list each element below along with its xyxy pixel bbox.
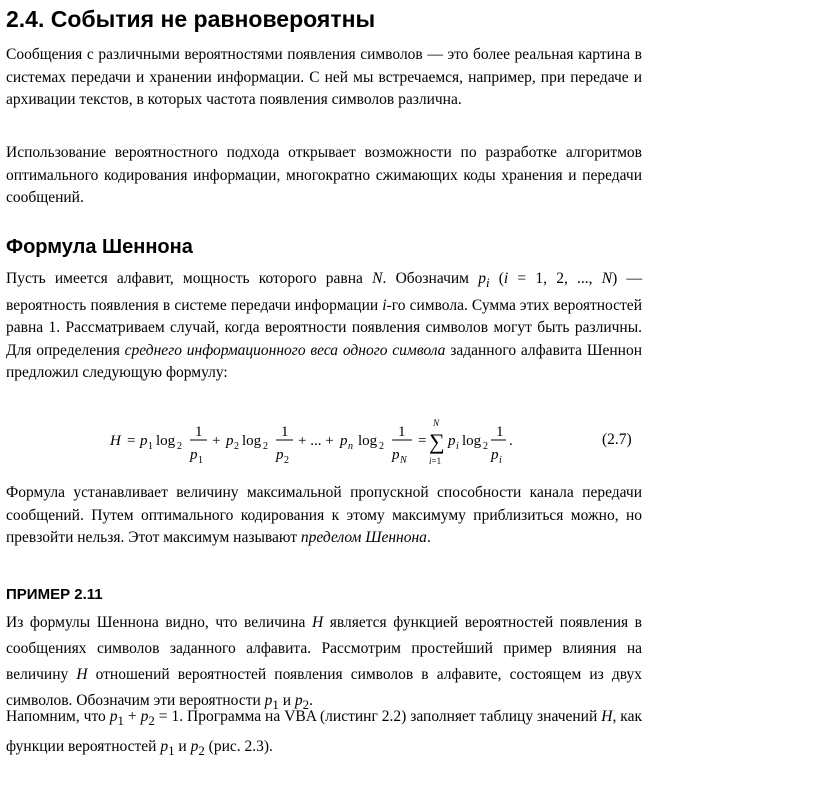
svg-text:log: log	[462, 433, 482, 449]
svg-text:2: 2	[379, 441, 384, 452]
equation-number: (2.7)	[602, 431, 632, 448]
svg-text:+ ... +: + ... +	[298, 433, 334, 449]
svg-text:i: i	[456, 441, 459, 452]
svg-text:1: 1	[148, 441, 153, 452]
svg-text:2: 2	[284, 455, 289, 466]
svg-text:2: 2	[177, 441, 182, 452]
svg-text:∑: ∑	[429, 429, 445, 454]
svg-text:p: p	[190, 447, 198, 463]
svg-text:N: N	[400, 455, 407, 466]
svg-text:1: 1	[198, 455, 203, 466]
shannon-paragraph-2: Формула устанавливает величину максимальной пропускной способности канала передачи сообщений. Путем оптимального кодирования к этому максимуму приблизиться можно, но превзойти нельзя. Этот максимум называют пределом Шеннона.	[6, 484, 642, 547]
svg-text:=: =	[127, 433, 136, 449]
svg-text:p: p	[340, 433, 348, 449]
svg-text:2: 2	[483, 441, 488, 452]
example-title: ПРИМЕР 2.11	[6, 586, 103, 603]
svg-text:log: log	[358, 433, 378, 449]
intro-paragraph-2: Использование вероятностного подхода открывает возможности по разработке алгоритмов оптимального кодирования информации, многократно сжимающих коды хранения и передачи сообщений.	[6, 144, 642, 207]
svg-text:p: p	[276, 447, 284, 463]
svg-text:=: =	[418, 433, 427, 449]
shannon-paragraph-1: Пусть имеется алфавит, мощность которого равна N. Обозначим $p_i$ (i = 1, 2, ..., N) — вероятность появления в системе передачи информации i-го символа. Сумма этих вероятностей равна 1. Рассматриваем случай, когда вероятности появления символов могут быть различны. Для определения среднего информационного веса одного символа заданного алфавита Шеннон предложил следующую формулу:	[6, 270, 642, 382]
svg-text:p: p	[491, 447, 499, 463]
example-paragraph-2: Напомним, что $p_1 + p_2 = 1$. Программа на VBA (листинг 2.2) заполняет таблицу значений H, как функции вероятностей $p_1$ и $p_2$ (рис. 2.3).	[6, 708, 642, 759]
svg-text:i=1: i=1	[429, 456, 442, 466]
svg-text:N: N	[433, 418, 440, 428]
svg-text:1: 1	[496, 424, 504, 440]
example-paragraph-1: Из формулы Шеннона видно, что величина H является функцией вероятностей появления в сообщениях символов заданного алфавита. Рассмотрим простейший пример влияния на величину H отношений вероятностей появления символов в алфавите, состоящем из двух символов. Обозначим эти вероятности $p_1$ и $p_2$.	[6, 614, 643, 713]
svg-text:i: i	[499, 455, 502, 466]
svg-text:p: p	[392, 447, 400, 463]
svg-text:H: H	[110, 433, 121, 449]
svg-text:1: 1	[398, 424, 406, 440]
svg-text:2: 2	[263, 441, 268, 452]
svg-text:log: log	[156, 433, 176, 449]
section-title: 2.4. События не равновероятны	[6, 6, 376, 32]
shannon-formula	[6, 414, 642, 474]
svg-text:p: p	[448, 433, 456, 449]
svg-text:2: 2	[234, 441, 239, 452]
subsection-title: Формула Шеннона	[6, 236, 193, 258]
svg-text:1: 1	[281, 424, 289, 440]
formula-graphic	[6, 414, 606, 474]
svg-text:+: +	[212, 433, 221, 449]
svg-text:p: p	[226, 433, 234, 449]
svg-text:n: n	[348, 441, 353, 452]
svg-text:p: p	[140, 433, 148, 449]
svg-text:1: 1	[195, 424, 203, 440]
svg-text:.: .	[509, 433, 513, 449]
intro-paragraph-1: Сообщения с различными вероятностями появления символов — это более реальная картина в системах передачи и хранении информации. С ней мы встречаемся, например, при передаче и архивации текстов, в которых частота появления символов различна.	[6, 46, 642, 109]
svg-text:log: log	[242, 433, 262, 449]
